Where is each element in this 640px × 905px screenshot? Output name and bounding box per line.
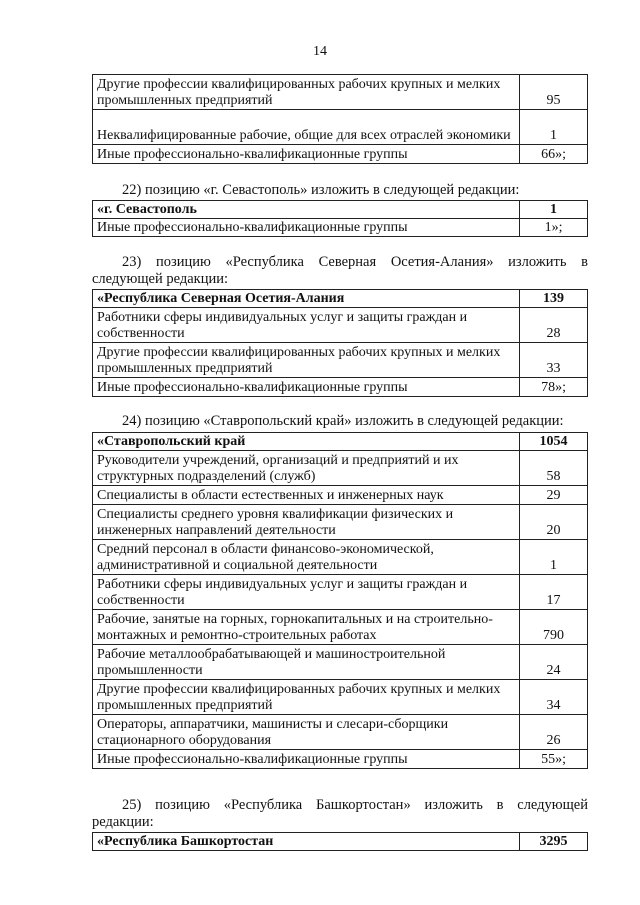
- table-row: [93, 378, 588, 397]
- table-row: [93, 575, 588, 610]
- paragraph-23: 23) позицию «Республика Северная Осетия-Алания» изложить в следующей редакции:: [92, 254, 588, 287]
- table-row: [93, 645, 588, 680]
- row-value: 58: [520, 451, 588, 486]
- table-row: [93, 308, 588, 343]
- paragraph-24: 24) позицию «Ставропольский край» изложить в следующей редакции:: [122, 413, 564, 429]
- table-row: [93, 540, 588, 575]
- row-label: Операторы, аппаратчики, машинисты и слесари-сборщики стационарного оборудования: [93, 715, 520, 750]
- row-label: Иные профессионально-квалификационные группы: [93, 219, 520, 237]
- table-row: [93, 505, 588, 540]
- table-row: [93, 715, 588, 750]
- row-value: 34: [520, 680, 588, 715]
- row-value: 33: [520, 343, 588, 378]
- table-row: [93, 110, 588, 145]
- table-row: [93, 486, 588, 505]
- row-label: Рабочие, занятые на горных, горнокапитальных и на строительно-монтажных и ремонтно-строительных работах: [93, 610, 520, 645]
- table-header-row: [93, 833, 588, 851]
- row-label: Специалисты в области естественных и инженерных наук: [93, 486, 520, 505]
- table-sevastopol: [92, 200, 588, 237]
- row-value: 24: [520, 645, 588, 680]
- table-bashkortostan: [92, 832, 588, 851]
- row-label: Руководители учреждений, организаций и предприятий и их структурных подразделений (служб): [93, 451, 520, 486]
- row-label: Иные профессионально-квалификационные группы: [93, 750, 520, 769]
- region-name: «Республика Башкортостан: [93, 833, 520, 851]
- table-continuation: [92, 74, 588, 164]
- row-label: Иные профессионально-квалификационные группы: [93, 145, 520, 164]
- row-value: 95: [520, 75, 588, 110]
- paragraph-25: 25) позицию «Республика Башкортостан» изложить в следующей редакции:: [92, 797, 588, 830]
- region-name: «Республика Северная Осетия-Алания: [93, 290, 520, 308]
- row-label: Средний персонал в области финансово-экономической, административной и социальной деятельности: [93, 540, 520, 575]
- region-name: «г. Севастополь: [93, 201, 520, 219]
- table-row: [93, 451, 588, 486]
- table-row: [93, 343, 588, 378]
- table-row: [93, 145, 588, 164]
- row-label: Другие профессии квалифицированных рабочих крупных и мелких промышленных предприятий: [93, 75, 520, 110]
- region-total: 1: [520, 201, 588, 219]
- table-row: [93, 680, 588, 715]
- row-value: 55»;: [520, 750, 588, 769]
- page-number: 14: [313, 44, 327, 59]
- row-value: 1»;: [520, 219, 588, 237]
- table-row: [93, 219, 588, 237]
- row-value: 66»;: [520, 145, 588, 164]
- region-total: 139: [520, 290, 588, 308]
- region-total: 3295: [520, 833, 588, 851]
- table-stavropol: [92, 432, 588, 769]
- table-row: [93, 610, 588, 645]
- row-value: 1: [520, 110, 588, 145]
- row-value: 29: [520, 486, 588, 505]
- row-label: Неквалифицированные рабочие, общие для всех отраслей экономики: [93, 110, 520, 145]
- row-label: Другие профессии квалифицированных рабочих крупных и мелких промышленных предприятий: [93, 343, 520, 378]
- row-label: Работники сферы индивидуальных услуг и защиты граждан и собственности: [93, 308, 520, 343]
- row-value: 1: [520, 540, 588, 575]
- row-label: Рабочие металлообрабатывающей и машиностроительной промышленности: [93, 645, 520, 680]
- row-value: 26: [520, 715, 588, 750]
- row-label: Иные профессионально-квалификационные группы: [93, 378, 520, 397]
- row-value: 20: [520, 505, 588, 540]
- region-name: «Ставропольский край: [93, 433, 520, 451]
- region-total: 1054: [520, 433, 588, 451]
- table-row: [93, 75, 588, 110]
- paragraph-22: 22) позицию «г. Севастополь» изложить в следующей редакции:: [122, 182, 520, 198]
- row-label: Работники сферы индивидуальных услуг и защиты граждан и собственности: [93, 575, 520, 610]
- table-header-row: [93, 290, 588, 308]
- row-label: Специалисты среднего уровня квалификации физических и инженерных направлений деятельности: [93, 505, 520, 540]
- row-value: 17: [520, 575, 588, 610]
- table-north-ossetia: [92, 289, 588, 397]
- row-label: Другие профессии квалифицированных рабочих крупных и мелких промышленных предприятий: [93, 680, 520, 715]
- table-header-row: [93, 201, 588, 219]
- row-value: 78»;: [520, 378, 588, 397]
- row-value: 790: [520, 610, 588, 645]
- row-value: 28: [520, 308, 588, 343]
- table-row: [93, 750, 588, 769]
- table-header-row: [93, 433, 588, 451]
